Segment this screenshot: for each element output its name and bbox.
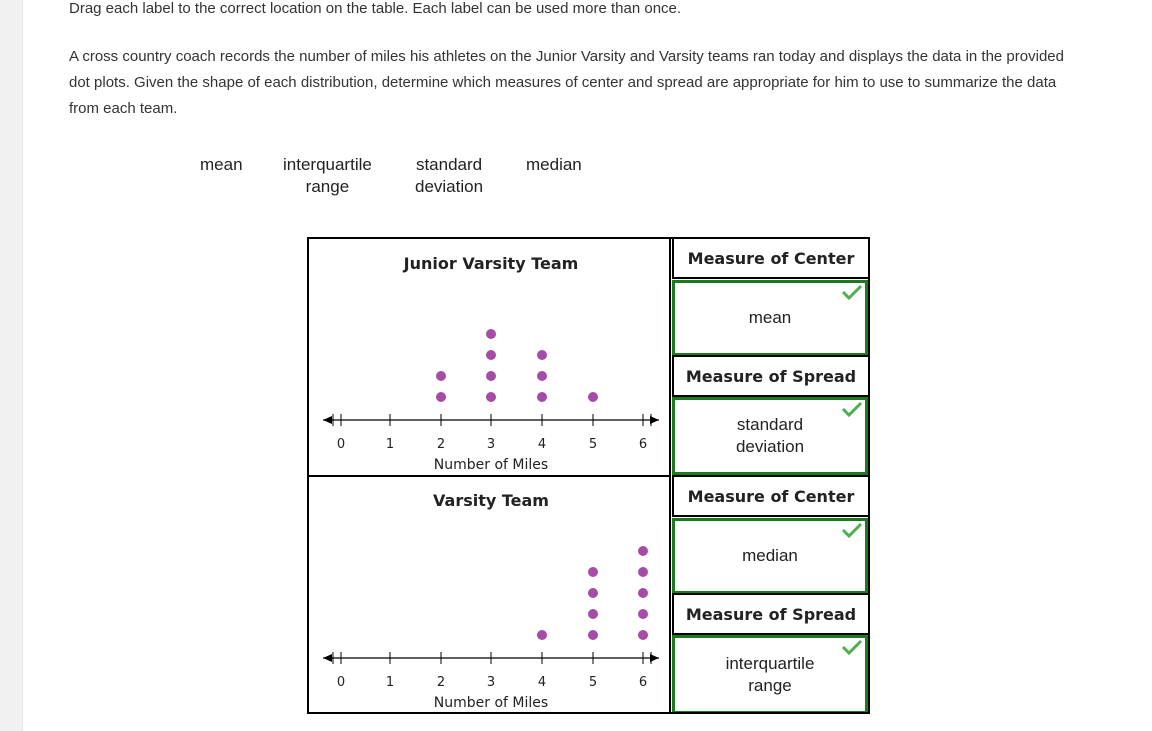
jv-plot-title: Junior Varsity Team: [403, 254, 579, 273]
drag-label-standard-deviation[interactable]: [415, 154, 483, 198]
x-tick-label: 0: [336, 675, 346, 690]
x-tick-label: 5: [588, 437, 598, 452]
left-gutter: [0, 0, 23, 731]
x-tick-label: 2: [436, 437, 446, 452]
x-axis-label: Number of Miles: [433, 695, 549, 711]
varsity-center-drop-zone[interactable]: [672, 518, 868, 594]
data-dot: [436, 371, 446, 381]
data-dot: [436, 392, 446, 402]
varsity-dot-plot: [307, 475, 671, 714]
x-tick-label: 0: [336, 437, 346, 452]
data-dot: [537, 350, 547, 360]
instruction-text: Drag each label to the correct location on the table. Each label can be used more than once.: [69, 0, 682, 17]
varsity-spread-answer: [726, 653, 815, 697]
drag-label-median-text: median: [526, 155, 582, 174]
varsity-spread-answer-line1: interquartile: [725, 653, 815, 673]
check-icon: [841, 522, 863, 538]
drag-label-median[interactable]: [526, 154, 582, 176]
drag-label-interquartile-range[interactable]: [283, 154, 372, 198]
varsity-plot-title: Varsity Team: [433, 491, 549, 510]
jv-spread-answer-line2: deviation: [735, 437, 805, 456]
varsity-spread-header: Measure of Spread: [672, 593, 870, 635]
x-tick-label: 5: [588, 675, 598, 690]
answer-table: [307, 237, 870, 714]
data-dot: [486, 329, 496, 339]
x-tick-label: 6: [638, 437, 648, 452]
data-dot: [537, 371, 547, 381]
data-dot: [588, 567, 598, 577]
drag-label-mean-text: mean: [200, 155, 243, 174]
x-tick-label: 4: [537, 437, 547, 452]
x-tick-label: 6: [638, 675, 648, 690]
axis-arrow-left: [323, 416, 332, 424]
x-tick-label: 4: [537, 675, 547, 690]
data-dot: [537, 392, 547, 402]
data-dot: [486, 350, 496, 360]
drag-label-iqr-line1: interquartile: [283, 155, 372, 174]
jv-center-drop-zone[interactable]: [672, 280, 868, 356]
data-dot: [588, 588, 598, 598]
data-dot: [537, 630, 547, 640]
varsity-center-header: Measure of Center: [672, 475, 870, 517]
check-icon: [841, 639, 863, 655]
drag-label-sd-line2: deviation: [415, 177, 484, 196]
jv-spread-answer-line1: standard: [736, 415, 804, 434]
jv-spread-answer: [736, 414, 804, 458]
jv-spread-drop-zone[interactable]: [672, 397, 868, 475]
drag-label-mean[interactable]: [200, 154, 243, 176]
varsity-spread-answer-line2: range: [748, 675, 792, 695]
data-dot: [486, 371, 496, 381]
x-tick-label: 1: [385, 675, 395, 690]
data-dot: [638, 630, 648, 640]
data-dot: [588, 609, 598, 619]
data-dot: [638, 588, 648, 598]
jv-center-answer: mean: [748, 308, 792, 327]
data-dot: [638, 609, 648, 619]
jv-spread-header: Measure of Spread: [672, 355, 870, 397]
jv-center-header: Measure of Center: [672, 237, 870, 279]
data-dot: [588, 630, 598, 640]
x-tick-label: 2: [436, 675, 446, 690]
x-axis-label: Number of Miles: [433, 457, 549, 473]
varsity-spread-drop-zone[interactable]: [672, 635, 868, 714]
x-tick-label: 3: [486, 437, 496, 452]
data-dot: [486, 392, 496, 402]
question-text: A cross country coach records the number of miles his athletes on the Junior Varsity and Varsity teams ran today and displays the data in the provided dot plots. Given the shape of each distribution, determine which measures of center and spread are appropriate for him to use to summarize the data from each team.: [69, 48, 1064, 117]
data-dot: [638, 567, 648, 577]
x-tick-label: 3: [486, 675, 496, 690]
drag-label-sd-line1: standard: [415, 155, 483, 174]
check-icon: [841, 401, 863, 417]
varsity-plot-svg: [309, 477, 673, 716]
axis-arrow-left: [323, 654, 332, 662]
jv-dot-plot: [307, 237, 671, 477]
data-dot: [638, 546, 648, 556]
data-dot: [588, 392, 598, 402]
varsity-center-answer: median: [742, 546, 798, 565]
check-icon: [841, 284, 863, 300]
jv-plot-svg: [309, 239, 673, 479]
x-tick-label: 1: [385, 437, 395, 452]
drag-label-iqr-line2: range: [305, 177, 350, 196]
